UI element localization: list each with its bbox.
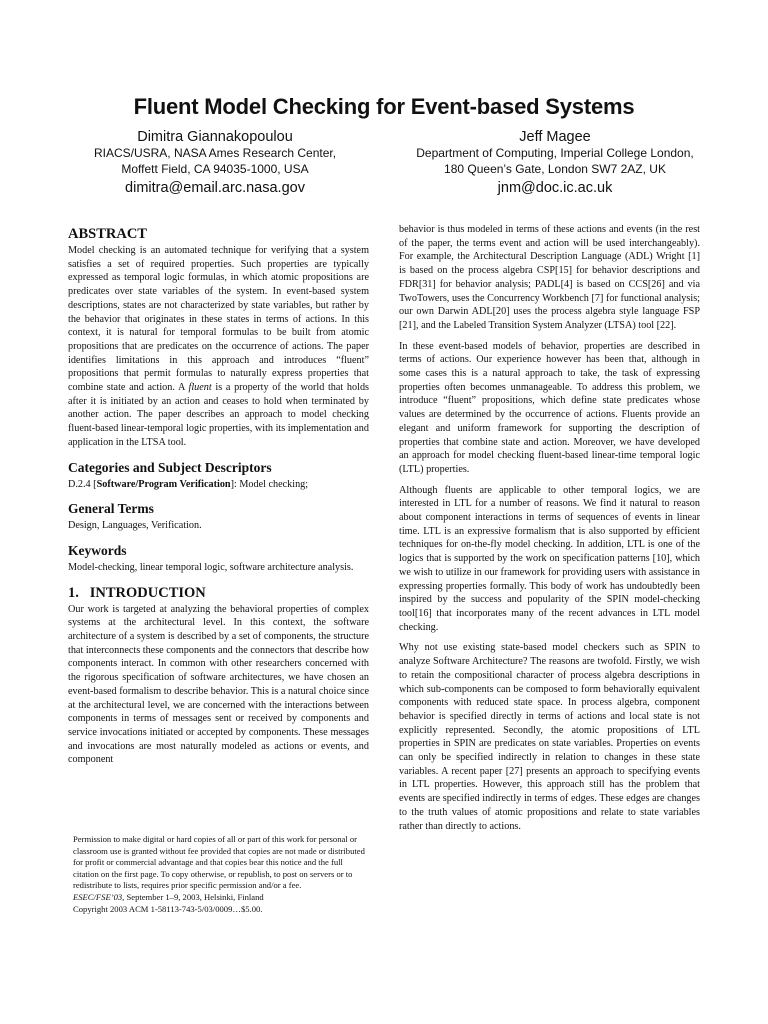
general-terms-heading: General Terms (68, 501, 154, 517)
author-affiliation-line: Department of Computing, Imperial College London, (416, 146, 694, 160)
body-paragraph: Why not use existing state-based model checkers such as SPIN to analyze Software Architecture? The reasons are twofold. Firstly, we wish to retain the compositional character of process algebra descriptions in which sub-components can be composed to form behaviorally equivalent components with reduced state space. In process algebra, component behavior is specified directly in terms of actions and local state is not explicitly represented. Secondly, the atomic propositions of LTL properties in SPIN are predicates on state variables. Properties on events can only be specified indirectly in relation to changes in these state variables. A recent paper [27] presents an approach to specifying events in LTL properties. However, this approach still has the problem that events are specified indirectly in terms of edges. These edges are changes to the truth values of atomic propositions and relate to state variables rather than directly to actions. (399, 642, 700, 832)
author-affiliation-line: RIACS/USRA, NASA Ames Research Center, (93, 146, 337, 160)
introduction-heading: 1. INTRODUCTION (68, 584, 206, 601)
body-paragraph: behavior is thus modeled in terms of these actions and events (in the rest of the paper, the terms event and action will be used interchangeably). For example, the Architectural Description Language (ADL) Wright [1] is based on the process algebra CSP[15] for behavior descriptions and FDR[31] for behavior analysis; PADL[4] is based on CCS[26] and via TwoTowers, uses the Concurrency Workbench [7] for functional analysis; our own Darwin ADL[20] uses the process algebra style language FSP [21], and the Labeled Transition System Analyzer (LTSA) tool [22]. (399, 224, 700, 331)
categories-heading: Categories and Subject Descriptors (68, 459, 272, 475)
category-rest: ]: Model checking; (230, 478, 309, 490)
introduction-paragraph: Our work is targeted at analyzing the behavioral properties of complex systems at the architectural level. In this context, the software architecture of a system is described by a set of components, the structure that interconnects these components and the connectors that describe how components interact. In common with other researchers concerned with the rigorous specification of software architectures, we have chosen an event-based formalism to describe behavior. This is a natural choice since at the architectural level, we are concerned with the interactions between components in terms of messages sent or received by components and service invocations initiated or accepted by components. These messages and invocations are most naturally modeled as actions or events, and component (68, 603, 369, 766)
paper-title: Fluent Model Checking for Event-based Systems (133, 94, 635, 119)
abstract-text (68, 244, 369, 450)
abstract-italic-term: fluent (188, 382, 212, 394)
author-email: dimitra@email.arc.nasa.gov (125, 180, 305, 196)
abstract-text-part: Model checking is an automated technique for verifying that a system satisfies a set of required properties. Such properties are typically expressed as temporal logic formulas, in which atomic propositions are predicates over state variables of the system. In event-based system descriptions, states are not characterized by state variables, but rather by the behavior that originates in these states in terms of actions. In this context, it is natural for temporal formulas to be built from atomic propositions that are predicates on the occurrence of actions. The paper identifies limitations in this approach and introduces “fluent” propositions that permit formulas to naturally express properties that combine state and action. A (68, 245, 369, 394)
venue-name: ESEC/FSE’03 (73, 891, 123, 902)
venue-line (73, 892, 370, 904)
author-affiliation-line: 180 Queen’s Gate, London SW7 2AZ, UK (444, 161, 666, 176)
author-name: Dimitra Giannakopoulou (137, 129, 293, 145)
body-paragraph: Although fluents are applicable to other temporal logics, we are interested in LTL for a number of reasons. We find it natural to reason about component interactions in terms of sequences of events in linear time. LTL is an expressive formalism that is also supported by efficient techniques for on-the-fly model checking. In addition, LTL is one of the logics that is supported by the work on specification patterns [10], which we wish to utilize in our framework for providing users with assistance in expressing properties formally. This body of work has undoubtedly been inspired by the success and popularity of the SPIN model-checking tool[16] that incorporates many of the recent advances in LTL model checking. (399, 484, 700, 633)
abstract-text-part: is a property of the world that holds after it is initiated by an action and ceases to hold when terminated by another action. The paper describes an approach to model checking fluent-based linear-temporal logic properties, with its implementation and application in the LTSA tool. (68, 382, 370, 448)
author-affiliation-line: Moffett Field, CA 94035-1000, USA (121, 161, 309, 176)
author-block-1 (50, 128, 380, 197)
abstract-heading: ABSTRACT (68, 226, 147, 242)
author-email: jnm@doc.ic.ac.uk (497, 180, 613, 196)
categories-text (68, 478, 369, 492)
left-column (68, 226, 369, 767)
category-code: D.2.4 [ (68, 478, 97, 490)
keywords-text: Model-checking, linear temporal logic, software architecture analysis. (68, 561, 354, 573)
category-bold: Software/Program Verification (96, 478, 231, 490)
venue-details: , September 1–9, 2003, Helsinki, Finland (122, 891, 264, 902)
permission-notice (73, 834, 370, 915)
author-name: Jeff Magee (519, 129, 591, 145)
right-column (399, 223, 700, 833)
keywords-heading: Keywords (68, 542, 127, 558)
body-paragraph: In these event-based models of behavior, properties are described in terms of actions. Our experience however has been that, although in some cases this is a natural approach to take, the task of expressing properties often becomes unmanageable. To address this problem, we introduce “fluent” propositions, which define state predicates whose values are determined by the occurrence of actions. Fluents provide an elegant and uniform framework for supporting the description of properties that combine state and action. Moreover, we have developed an approach for model checking fluent-based linear-time temporal logic (LTL) properties. (399, 340, 700, 475)
permission-text: Permission to make digital or hard copies of all or part of this work for personal or classroom use is granted without fee provided that copies are not made or distributed for profit or commercial advantage and that copies bear this notice and the full citation on the first page. To copy otherwise, or republish, to post on servers or to redistribute to lists, requires prior specific permission and/or a fee. (73, 834, 365, 891)
author-block-2 (390, 128, 720, 197)
copyright-line: Copyright 2003 ACM 1-58113-743-5/03/0009…$5.00. (73, 903, 263, 914)
general-terms-text: Design, Languages, Verification. (68, 520, 202, 532)
